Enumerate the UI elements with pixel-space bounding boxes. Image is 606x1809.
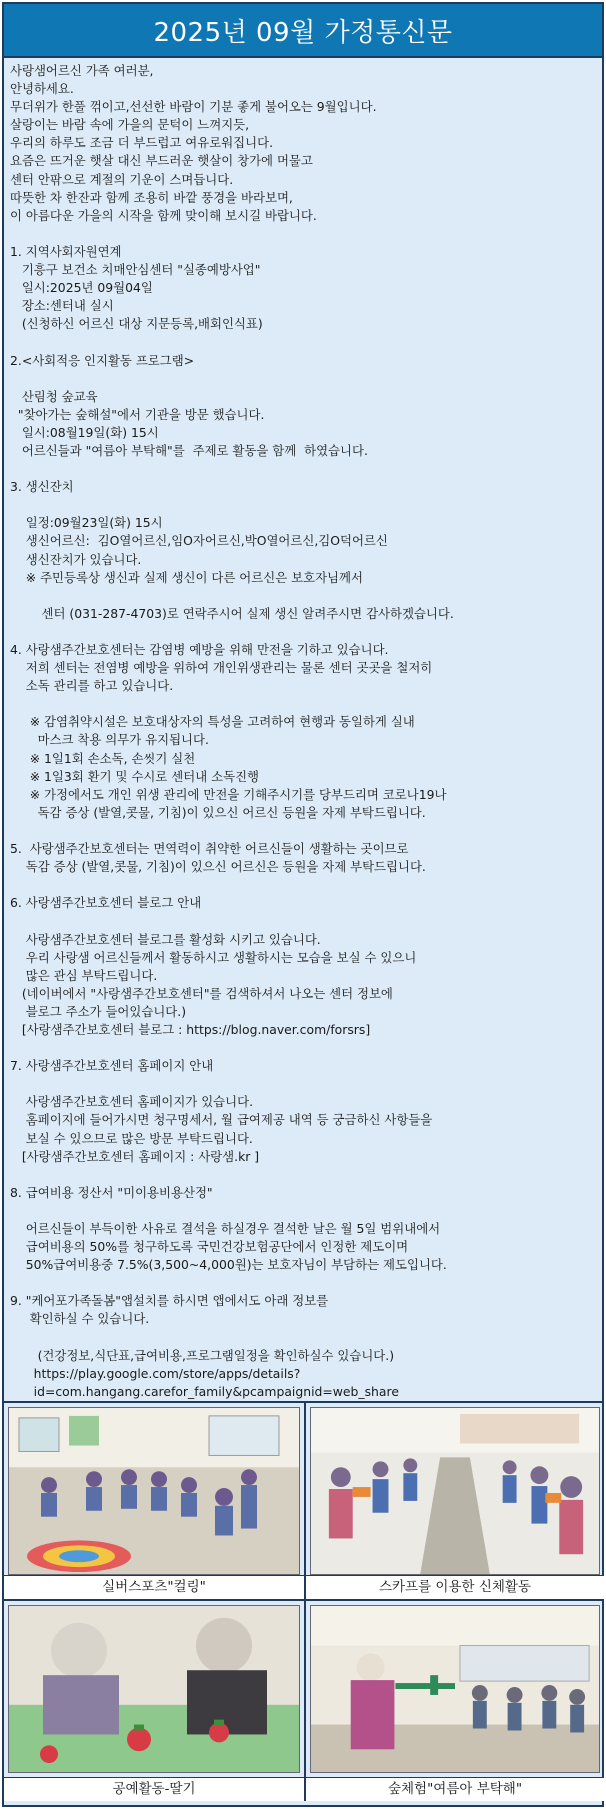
body-line: 5. 사랑샘주간보호센터는 면역력이 취약한 어르신들이 생활하는 곳이므로 xyxy=(10,841,409,857)
body-line xyxy=(10,460,596,478)
body-line: 우리 사랑샘 어르신들께서 활동하시고 생활하시는 모습을 보실 수 있으니 xyxy=(10,949,417,965)
body-line xyxy=(10,1202,596,1220)
body-line: ※ 감염취약시설은 보호대상자의 특성을 고려하여 현행과 동일하게 실내 xyxy=(10,714,415,730)
photo-gallery xyxy=(4,1403,602,1801)
body-line xyxy=(10,1039,596,1057)
newsletter-frame xyxy=(2,2,604,1807)
body-line: 우리의 하루도 조금 더 부드럽고 여유로워집니다. xyxy=(10,135,274,151)
body-line: 일시:08월19일(화) 15시 xyxy=(10,424,159,440)
body-line: 안녕하세요. xyxy=(10,81,74,97)
body-line xyxy=(10,587,596,605)
body-line: 센터 (031-287-4703)로 연락주시어 실제 생신 알려주시면 감사하겠습니다. xyxy=(10,605,454,621)
body-line: 사랑샘어르신 가족 여러분, xyxy=(10,63,154,78)
body-line: (신청하신 어르신 대상 지문등록,배회인식표) xyxy=(10,316,263,332)
body-line: (네이버에서 "사랑샘주간보호센터"를 검색하셔서 나오는 센터 정보에 xyxy=(10,985,393,1001)
body-line xyxy=(10,1166,596,1184)
body-line: 3. 생신잔치 xyxy=(10,479,74,495)
body-line: 소독 관리를 하고 있습니다. xyxy=(10,678,174,694)
body-line: 50%급여비용중 7.5%(3,500~4,000원)는 보호자님이 부담하는 제도입니다. xyxy=(10,1257,447,1273)
page-title: 2025년 09월 가정통신문 xyxy=(153,17,453,48)
body-line: [사랑샘주간보호센터 홈페이지 : 사랑샘.kr ] xyxy=(10,1148,260,1164)
gallery-item-strawberry-craft xyxy=(4,1601,306,1801)
gallery-caption: 숲체험"여름아 부탁해" xyxy=(306,1777,604,1801)
body-line: https://play.google.com/store/apps/details? xyxy=(10,1365,301,1381)
body-line: 보실 수 있으므로 많은 방문 부탁드립니다. xyxy=(10,1130,253,1146)
body-line: 2.<사회적응 인지활동 프로그램> xyxy=(10,352,195,368)
body-line: 어르신들과 "여름아 부탁해"를 주제로 활동을 함께 하였습니다. xyxy=(10,442,368,458)
forest-experience-photo xyxy=(310,1605,600,1773)
body-line: 기흥구 보건소 치매안심센터 "실종예방사업" xyxy=(10,262,261,278)
body-line: 확인하실 수 있습니다. xyxy=(10,1311,150,1327)
body-line xyxy=(10,496,596,514)
body-line: 많은 관심 부탁드립니다. xyxy=(10,967,158,983)
body-line: 어르신들이 부득이한 사유로 결석을 하실경우 결석한 날은 월 5일 범위내에서 xyxy=(10,1221,441,1236)
body-line: 장소:센터내 실시 xyxy=(10,298,114,314)
body-line xyxy=(10,333,596,351)
body-line xyxy=(10,370,596,388)
body-line: 급여비용의 50%를 청구하도록 국민건강보험공단에서 인정한 제도이며 xyxy=(10,1239,409,1255)
body-line: (건강정보,식단표,급여비용,프로그램일정을 확인하실수 있습니다.) xyxy=(10,1347,395,1363)
gallery-caption: 실버스포츠"컬링" xyxy=(4,1575,304,1599)
body-line xyxy=(10,876,596,894)
body-line: 요즘은 뜨거운 햇살 대신 부드러운 햇살이 창가에 머물고 xyxy=(10,153,313,169)
scarf-activity-photo xyxy=(310,1407,600,1575)
body-line: [사랑샘주간보호센터 블로그 : https://blog.naver.com/forsrs] xyxy=(10,1021,371,1037)
body-line: "찾아가는 숲해설"에서 기관을 방문 했습니다. xyxy=(10,406,265,422)
body-line xyxy=(10,822,596,840)
body-line xyxy=(10,1274,596,1292)
body-line: 저희 센터는 전염병 예방을 위하여 개인위생관리는 물론 센터 곳곳을 철저히 xyxy=(10,660,433,676)
body-line: 7. 사랑샘주간보호센터 홈페이지 안내 xyxy=(10,1058,214,1074)
body-line: 생신어르신: 김O열어르신,임O자어르신,박O열어르신,김O덕어르신 xyxy=(10,533,388,549)
body-line: 사랑샘주간보호센터 홈페이지가 있습니다. xyxy=(10,1094,254,1110)
gallery-item-curling xyxy=(4,1403,306,1601)
body-line: ※ 1일3회 환기 및 수시로 센터내 소독진행 xyxy=(10,768,260,784)
body-line xyxy=(10,695,596,713)
body-line: 이 아름다운 가을의 시작을 함께 맞이해 보시길 바랍니다. xyxy=(10,207,317,223)
body-line: 홈페이지에 들어가시면 청구명세서, 월 급여제공 내역 등 궁금하신 사항들을 xyxy=(10,1112,433,1128)
body-line: 독감 증상 (발열,콧물, 기침)이 있으신 어르신 등원을 자제 부탁드립니다. xyxy=(10,804,426,820)
body-line xyxy=(10,912,596,930)
body-line xyxy=(10,623,596,641)
body-line: 사랑샘주간보호센터 블로그를 활성화 시키고 있습니다. xyxy=(10,931,321,947)
header-bar xyxy=(4,4,602,58)
strawberry-craft-photo xyxy=(8,1605,300,1773)
gallery-item-scarf xyxy=(306,1403,604,1601)
gallery-caption: 스카프를 이용한 신체활동 xyxy=(306,1575,604,1599)
body-line xyxy=(10,225,596,243)
body-line: 일시:2025년 09월04일 xyxy=(10,280,153,296)
body-line: 산림청 숲교육 xyxy=(10,388,98,404)
body-line xyxy=(10,1075,596,1093)
letter-body xyxy=(4,58,602,1403)
body-line: 무더위가 한풀 꺾이고,선선한 바람이 기분 좋게 불어오는 9월입니다. xyxy=(10,99,377,115)
body-line: ※ 1일1회 손소독, 손씻기 실천 xyxy=(10,750,196,766)
body-line: 4. 사랑샘주간보호센터는 감염병 예방을 위해 만전을 기하고 있습니다. xyxy=(10,642,389,657)
body-line: 마스크 착용 의무가 유지됩니다. xyxy=(10,732,209,748)
body-line: ※ 가정에서도 개인 위생 관리에 만전을 기해주시기를 당부드리며 코로나19나 xyxy=(10,786,447,802)
body-line: 9. "케어포가족돌봄"앱설치를 하시면 앱에서도 아래 정보를 xyxy=(10,1293,329,1309)
body-line: 따뜻한 차 한잔과 함께 조용히 바깥 풍경을 바라보며, xyxy=(10,189,293,205)
gallery-item-forest xyxy=(306,1601,604,1801)
curling-photo xyxy=(8,1407,300,1575)
body-line: 1. 지역사회자원연계 xyxy=(10,243,122,259)
body-line: 생신잔치가 있습니다. xyxy=(10,551,142,567)
body-line: 센터 안팎으로 계절의 기운이 스며듭니다. xyxy=(10,171,234,187)
body-line: 블로그 주소가 들어있습니다.) xyxy=(10,1003,187,1019)
body-line: 살랑이는 바람 속에 가을의 문턱이 느껴지듯, xyxy=(10,117,250,133)
body-line: 일정:09월23일(화) 15시 xyxy=(10,515,163,531)
body-line: id=com.hangang.carefor_family&pcampaignid=web_share xyxy=(10,1383,399,1399)
body-line xyxy=(10,1329,596,1347)
body-line: 6. 사랑샘주간보호센터 블로그 안내 xyxy=(10,895,202,911)
body-line: ※ 주민등록상 생신과 실제 생신이 다른 어르신은 보호자님께서 xyxy=(10,569,363,585)
gallery-caption: 공예활동-딸기 xyxy=(4,1777,304,1801)
body-line: 8. 급여비용 정산서 "미이용비용산정" xyxy=(10,1184,213,1200)
body-line: 독감 증상 (발열,콧물, 기침)이 있으신 어르신은 등원을 자제 부탁드립니다. xyxy=(10,859,426,875)
